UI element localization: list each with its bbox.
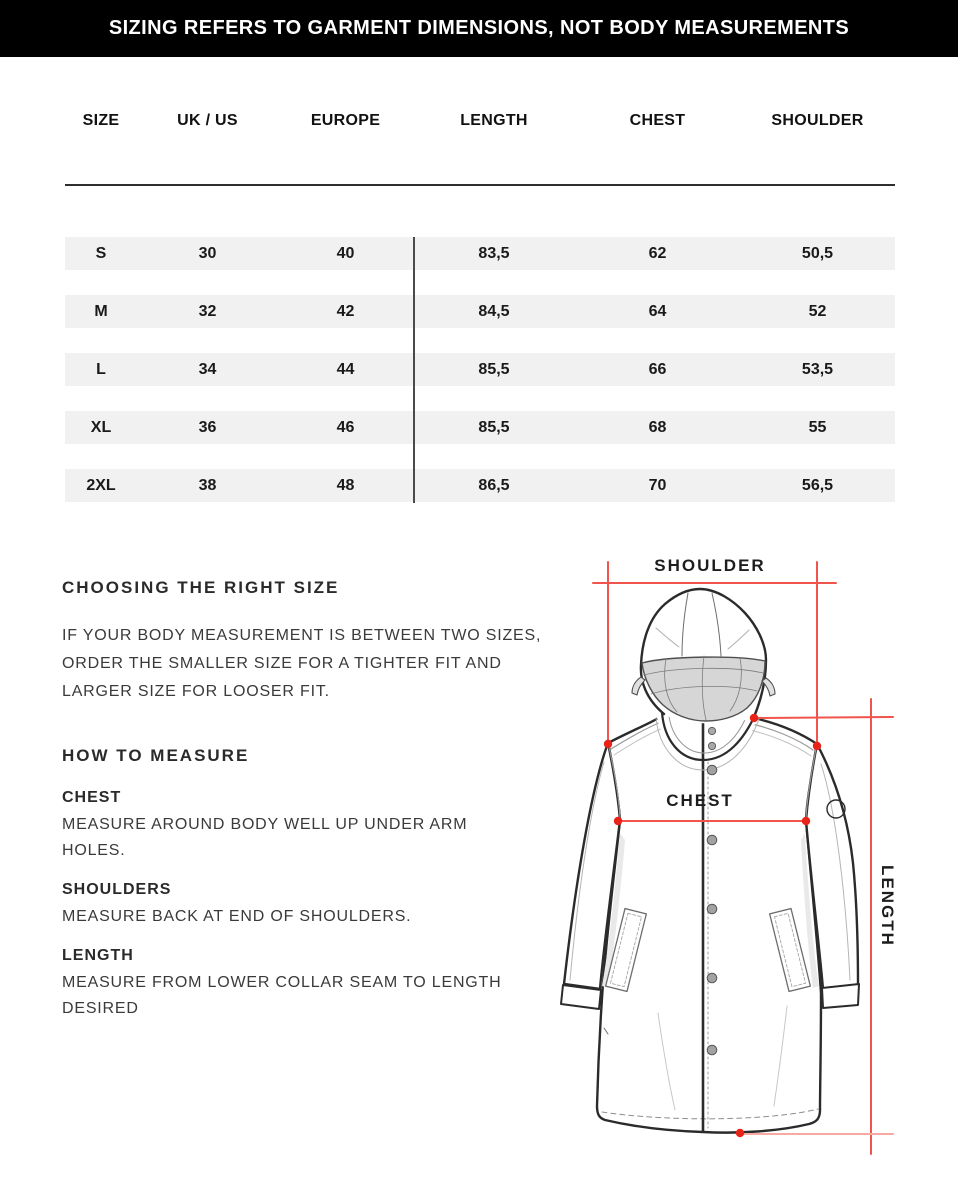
- table-row: [65, 295, 895, 328]
- right-cuff: [822, 984, 859, 1008]
- table-cell: 36: [198, 418, 217, 436]
- table-row: [65, 237, 895, 270]
- how-to-measure-heading: HOW TO MEASURE: [62, 746, 250, 765]
- table-cell: 55: [808, 418, 827, 436]
- table-cell: 85,5: [478, 418, 510, 436]
- table-cell: 53,5: [801, 360, 834, 378]
- column-header-5: SHOULDER: [771, 112, 864, 129]
- table-body: [65, 237, 895, 527]
- column-header-1: UK / US: [177, 112, 238, 129]
- table-cell: 70: [648, 476, 667, 494]
- measure-item-shoulders: [62, 880, 567, 930]
- column-header-4: CHEST: [629, 112, 686, 129]
- measure-item-label: CHEST: [62, 789, 122, 806]
- table-cell: XL: [90, 418, 112, 436]
- shoulder-measurement-label: SHOULDER: [654, 556, 766, 575]
- measure-item-chest: [62, 788, 567, 864]
- table-header-rule: [65, 184, 895, 186]
- table-cell: 42: [336, 302, 355, 320]
- measure-item-label: SHOULDERS: [62, 881, 172, 898]
- table-cell: 68: [648, 418, 667, 436]
- info-column: [62, 578, 567, 1022]
- table-cell: 34: [198, 360, 217, 378]
- column-header-2: EUROPE: [310, 112, 381, 129]
- length-top-tick: [754, 717, 893, 718]
- left-cuff: [561, 985, 601, 1009]
- table-cell: 30: [198, 244, 217, 262]
- table-cell: 56,5: [801, 476, 834, 494]
- chest-measurement-label: CHEST: [666, 791, 734, 810]
- table-cell: 46: [336, 418, 355, 436]
- table-cell: 38: [198, 476, 217, 494]
- measure-item-length: [62, 946, 567, 1022]
- table-row: [65, 353, 895, 386]
- length-measurement-label: LENGTH: [878, 865, 897, 947]
- table-cell: 52: [808, 302, 827, 320]
- measure-item-label: LENGTH: [62, 947, 134, 964]
- table-cell: 64: [648, 302, 667, 320]
- table-cell: 84,5: [478, 302, 510, 320]
- choosing-size-heading: CHOOSING THE RIGHT SIZE: [62, 578, 340, 597]
- choosing-size-body: IF YOUR BODY MEASUREMENT IS BETWEEN TWO SIZES, ORDER THE SMALLER SIZE FOR A TIGHTER FIT AND LARGER SIZE FOR LOOSER FIT.: [62, 627, 542, 700]
- table-cell: S: [95, 244, 107, 262]
- table-cell: 83,5: [478, 244, 510, 262]
- table-column-divider: [413, 237, 415, 503]
- table-cell: L: [96, 360, 106, 378]
- table-cell: 86,5: [478, 476, 510, 494]
- table-header-row: [65, 112, 895, 130]
- table-row: [65, 469, 895, 502]
- measurement-diagram: [540, 548, 958, 1182]
- table-row: [65, 411, 895, 444]
- banner-text: SIZING REFERS TO GARMENT DIMENSIONS, NOT BODY MEASUREMENTS: [108, 17, 850, 39]
- table-cell: 40: [336, 244, 355, 262]
- table-cell: 66: [648, 360, 667, 378]
- table-cell: 2XL: [86, 476, 116, 494]
- table-cell: 32: [198, 302, 217, 320]
- column-header-0: SIZE: [82, 112, 120, 129]
- measure-item-text: MEASURE AROUND BODY WELL UP UNDER ARM HOLES.: [62, 816, 468, 859]
- column-header-3: LENGTH: [460, 112, 528, 129]
- table-cell: 50,5: [801, 244, 834, 262]
- table-cell: 44: [336, 360, 355, 378]
- measure-item-text: MEASURE FROM LOWER COLLAR SEAM TO LENGTH DESIRED: [62, 974, 502, 1017]
- table-cell: M: [94, 302, 108, 320]
- measure-item-text: MEASURE BACK AT END OF SHOULDERS.: [62, 908, 412, 925]
- table-cell: 85,5: [478, 360, 510, 378]
- table-cell: 48: [336, 476, 355, 494]
- table-cell: 62: [648, 244, 667, 262]
- banner: [0, 0, 958, 57]
